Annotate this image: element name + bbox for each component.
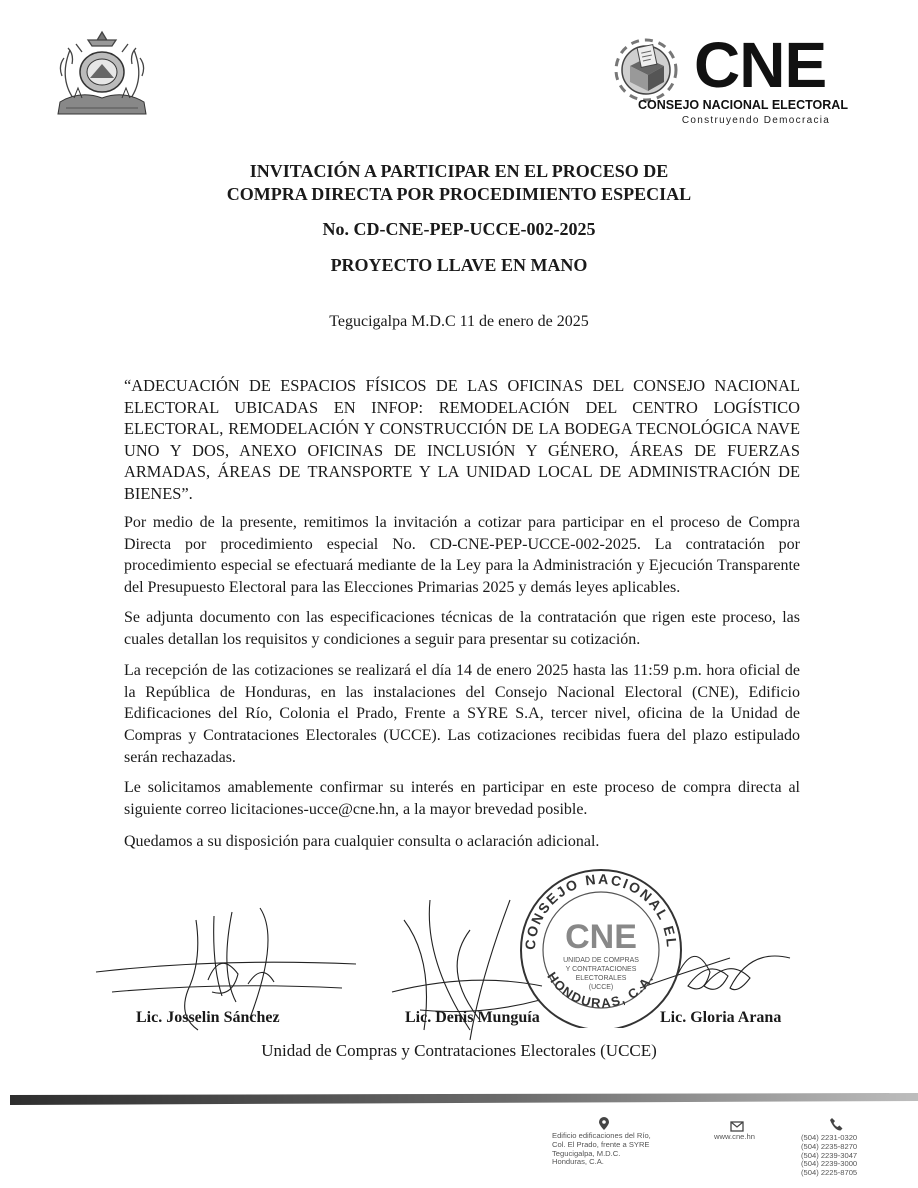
document-subtitle: PROYECTO LLAVE EN MANO — [330, 255, 588, 275]
signer-2: Lic. Denis Munguía — [405, 1009, 540, 1026]
address-line: Edificio edificaciones del Río, — [552, 1131, 651, 1140]
body-paragraph-4: Le solicitamos amablemente confirmar su interés en participar en este proceso de compra directa al siguiente correo licitaciones-ucce@cne.hn, a la mayor brevedad posible. — [124, 779, 800, 818]
project-name: “ADECUACIÓN DE ESPACIOS FÍSICOS DE LAS OFICINAS DEL CONSEJO NACIONAL ELECTORAL UBICADAS EN INFOP: REMODELACIÓN DEL CENTRO LOGÍSTICO ELECTORAL, REMODELACIÓN Y CONSTRUCCIÓN DE LA BODEGA TECNOLÓGICA NAVE UNO Y DOS, ANEXO OFICINAS DE INCLUSIÓN Y GÉNERO, ÁREAS DE FUERZAS ARMADAS, ÁREAS DE TRANSPORTE Y LA UNIDAD LOCAL DE ADMINISTRACIÓN DE BIENES”. — [124, 376, 800, 503]
ballot-box-icon — [606, 36, 694, 106]
organization-motto: Construyendo Democracia — [681, 115, 831, 126]
seal-ring-top: CONSEJO NACIONAL EL — [521, 870, 681, 951]
date-line: Tegucigalpa M.D.C 11 de enero de 2025 — [329, 313, 589, 330]
signer-3: Lic. Gloria Arana — [660, 1009, 782, 1026]
honduras-coat-of-arms-icon — [50, 28, 154, 120]
seal-inner-2: Y CONTRATACIONES — [565, 966, 637, 973]
address-line: Col. El Prado, frente a SYRE — [552, 1139, 650, 1149]
seal-inner-3: ELECTORALES — [575, 975, 627, 982]
document-title-line-2: COMPRA DIRECTA POR PROCEDIMIENTO ESPECIAL — [226, 184, 692, 204]
address-line: Tegucigalpa, M.D.C. — [552, 1148, 621, 1158]
organization-name: CONSEJO NACIONAL ELECTORAL — [638, 98, 848, 112]
phone-number: (504) 2239-3000 — [801, 1159, 858, 1169]
phone-number: (504) 2235-8270 — [801, 1141, 858, 1151]
cne-wordmark: CNE — [694, 29, 827, 101]
address-line: Honduras, C.A. — [552, 1157, 604, 1167]
signing-unit: Unidad de Compras y Contrataciones Electorales (UCCE) — [261, 1041, 657, 1060]
mail-icon — [730, 1119, 744, 1131]
phone-number: (504) 2239-3047 — [801, 1150, 858, 1160]
process-number: No. CD-CNE-PEP-UCCE-002-2025 — [322, 219, 596, 239]
signer-1: Lic. Josselin Sánchez — [136, 1009, 280, 1026]
seal-inner-1: UNIDAD DE COMPRAS — [563, 957, 639, 964]
body-paragraph-3: La recepción de las cotizaciones se realizará el día 14 de enero 2025 hasta las 11:59 p.m. hora oficial de la República de Honduras, en las instalaciones del Consejo Nacional Electoral (CNE), Edificio Edificaciones del Río, Colonia el Prado, Frente a SYRE S.A, tercer nivel, oficina de la Unidad de Compras y Contrataciones Electorales (UCCE). Las cotizaciones recibidas fuera del plazo estipulado serán rechazadas. — [124, 662, 800, 766]
body-paragraph-5: Quedamos a su disposición para cualquier consulta o aclaración adicional. — [124, 833, 600, 850]
footer-phones — [801, 1134, 891, 1178]
footer-bar — [10, 1092, 918, 1104]
seal-center: CNE — [565, 918, 637, 956]
document-title-line-1: INVITACIÓN A PARTICIPAR EN EL PROCESO DE — [249, 161, 669, 181]
seal-ring-bottom: HONDURAS, C.A. — [544, 969, 657, 1011]
location-pin-icon — [597, 1116, 611, 1130]
footer-website[interactable]: www.cne.hn — [714, 1132, 755, 1141]
phone-number: (504) 2231-0320 — [801, 1133, 858, 1142]
seal-inner-4: (UCCE) — [588, 984, 614, 991]
footer-address — [552, 1132, 702, 1167]
body-paragraph-2: Se adjunta documento con las especificaciones técnicas de la contratación que rigen este proceso, las cuales detallan los requisitos y condiciones a seguir para presentar su cotización. — [124, 609, 800, 648]
body-paragraph-1: Por medio de la presente, remitimos la invitación a cotizar para participar en el proceso de Compra Directa por procedimiento especial No. CD-CNE-PEP-UCCE-002-2025. La contratación por procedimiento especial se efectuará mediante de la Ley para la Administración y Ejecución Transparente del Presupuesto Electoral para las Elecciones Primarias 2025 y demás leyes aplicables. — [124, 514, 800, 597]
official-seal — [505, 858, 695, 1028]
cne-logo — [606, 29, 878, 128]
signer-names — [0, 1009, 918, 1033]
phone-icon — [829, 1117, 843, 1131]
phone-number: (504) 2225-8705 — [801, 1168, 858, 1178]
